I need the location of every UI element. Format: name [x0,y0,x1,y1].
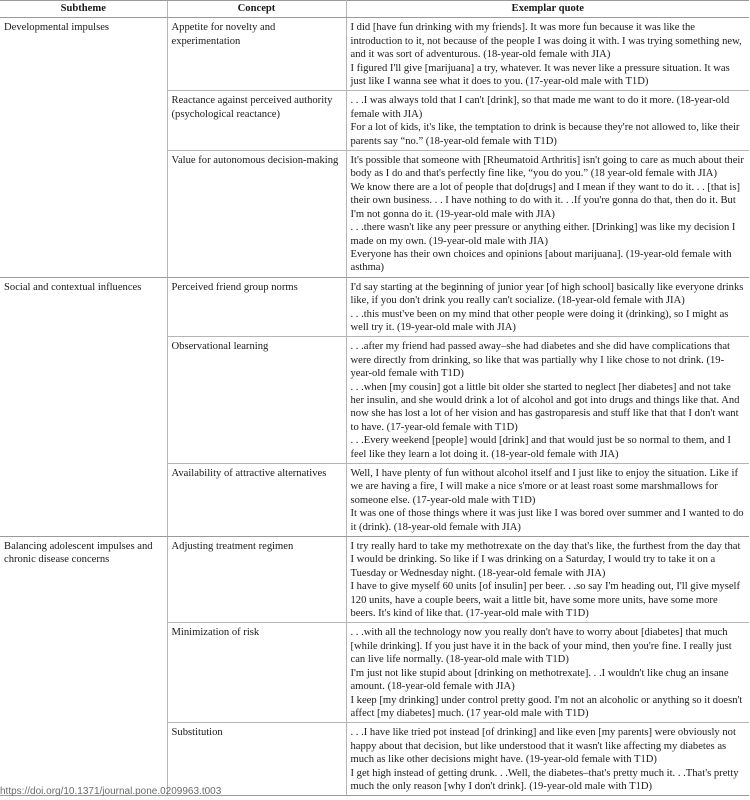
exemplar-quote: For a lot of kids, it's like, the temptation to drink is because they're not allowed to, like their parents say “no.” (18-year-old female with T1D) [350,122,740,147]
quote-cell [346,337,749,464]
exemplar-quote: I keep [my drinking] under control pretty good. I'm not an alcoholic or anything so it doesn't affect [my diabetes] much. (17 year-old male with T1D) [350,694,743,719]
table-row [0,18,749,91]
quote-cell [346,277,749,337]
quote-cell [346,537,749,623]
quote-cell [346,723,749,796]
concept-cell: Minimization of risk [167,623,346,723]
quote-cell [346,464,749,537]
subtheme-cell: Developmental impulses [0,18,167,277]
exemplar-quote: I did [have fun drinking with my friends]. It was more fun because it was like the introduction to it, not because of the people I was doing it with. I was trying something new, and it was sort of adventurous. (18-year-old female with JIA) [350,22,742,61]
quote-cell [346,91,749,151]
exemplar-quote: I try really hard to take my methotrexate on the day that's like, the furthest from the day that I would be drinking. So like if I was drinking on a Saturday, I would try to take it on a Tuesday or Wednesday night. (18-year-old female with JIA) [350,541,741,579]
exemplar-quote: I have to give myself 60 units [of insulin] per beer. . .so say I'm heading out, I'll give myself 120 units, have a couple beers, wait a little bit, have some more units, have some more beers. It's kind of like that. (17-year-old male with T1D) [350,581,741,620]
concept-cell: Perceived friend group norms [167,277,346,337]
exemplar-quote: . . .this must've been on my mind that other people were doing it (drinking), so I might as well try it. (19-year-old male with JIA) [350,308,729,333]
header-exemplar-quote: Exemplar quote [346,1,749,18]
quote-cell [346,18,749,91]
exemplar-quote: . . .I have like tried pot instead [of drinking] and like even [my parents] were obviously not happy about that decision, but like understood that it wasn't like affecting my diabetes as much as like other decisions might have. (19-year-old female with T1D) [350,727,736,766]
subtheme-cell: Balancing adolescent impulses and chronic disease concerns [0,537,167,796]
concept-cell: Value for autonomous decision-making [167,151,346,278]
quote-cell [346,151,749,278]
header-subtheme: Subtheme [0,1,167,18]
exemplar-quote: Everyone has their own choices and opinions [about marijuana]. (19-year-old female with asthma) [350,248,732,274]
exemplar-quote: We know there are a lot of people that do[drugs] and I mean if they want to do it. . . [that is] their own business. . . I have nothing to do with it. . .If you're gonna do that, then do it. But I'm not gonna do it. (19-year-old male with JIA) [350,181,741,220]
exemplar-quote: . . .after my friend had passed away–she had diabetes and she did have complications that were directly from drinking, so like that was partially why I like chose to not drink. (19-year-old female with T1D) [350,341,730,380]
exemplar-quote: . . .there wasn't like any peer pressure or anything either. [Drinking] was like my decision I made on my own. (19-year-old male with JIA) [350,222,736,247]
table-header-row [0,1,749,18]
exemplar-quote: . . .with all the technology now you really don't have to worry about [diabetes] that much [while drinking]. If you just have it in the back of your mind, then you're fine. I really just can live life normally. (18-year-old male with T1D) [350,627,732,666]
quote-cell [346,623,749,723]
exemplar-quote: . . .Every weekend [people] would [drink] and that would just be so normal to them, and I feel like they learn a lot doing it. (18-year-old female with JIA) [350,435,731,460]
exemplar-quote: It was one of those things where it was just like I was bored over summer and I wanted to do it (drink). (18-year-old female with JIA) [350,508,744,533]
exemplar-quote: I'd say starting at the beginning of junior year [of high school] basically like everyone drinks like, if you don't drink you really can't socialize. (18-year-old female with JIA) [350,281,744,307]
subtheme-cell: Social and contextual influences [0,277,167,536]
concept-cell: Reactance against perceived authority (psychological reactance) [167,91,346,151]
exemplar-quote: . . .when [my cousin] got a little bit older she started to neglect [her diabetes] and not take her insulin, and she would drink a lot of alcohol and got into drugs and things like that. And now she has lost a lot of her vision and has gastroparesis and stuff like that that I don't want to have. (17-year-old female with T1D) [350,381,740,433]
exemplar-quote: Well, I have plenty of fun without alcohol itself and I just like to enjoy the situation. Like if we are having a fire, I will make a nice s'more or at least roast some marshmallows for someone else. (17-year-old male with T1D) [350,468,738,506]
header-concept: Concept [167,1,346,18]
exemplar-quote: It's possible that someone with [Rheumatoid Arthritis] isn't going to care as much about their body as I do and that's perfectly fine like, “you do you.” (18 year-old female with JIA) [350,155,744,180]
concept-cell: Availability of attractive alternatives [167,464,346,537]
exemplar-quote: I figured I'll give [marijuana] a try, whatever. It was never like a pressure situation. It was just like I wanna see what it does to you. (17-year-old male with T1D) [350,62,730,88]
concept-cell: Substitution [167,723,346,796]
concept-cell: Appetite for novelty and experimentation [167,18,346,91]
exemplar-quote: I get high instead of getting drunk. . .Well, the diabetes–that's pretty much it. . .That's pretty much the only reason [why I don't drink]. (19-year-old male with T1D) [350,767,739,792]
concept-cell: Observational learning [167,337,346,464]
table-row [0,537,749,623]
exemplar-quote: I'm just not like stupid about [drinking on methotrexate]. . .I wouldn't like chug an insane amount. (18-year-old female with JIA) [350,667,729,693]
doi-link[interactable]: https://doi.org/10.1371/journal.pone.0209963.t003 [0,786,222,797]
table-row [0,277,749,337]
concept-cell: Adjusting treatment regimen [167,537,346,623]
exemplar-quote: . . .I was always told that I can't [drink], so that made me want to do it more. (18-year-old female with JIA) [350,95,730,120]
